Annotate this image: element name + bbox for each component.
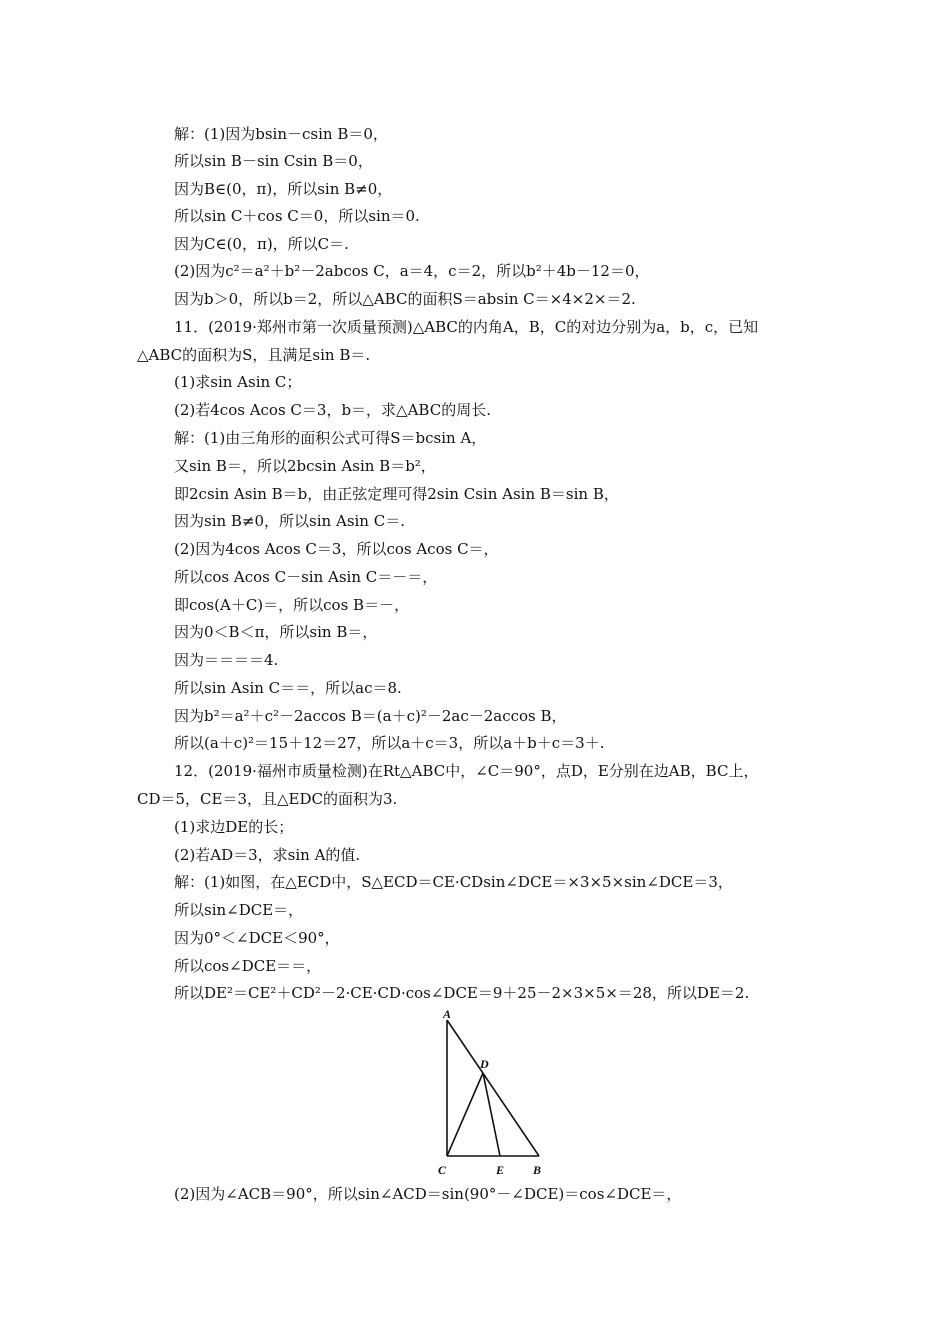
label-D: D — [480, 1057, 489, 1071]
text-line: (1)求边DE的长； — [174, 818, 294, 836]
text-line: △ABC的面积为S，且满足sin B＝. — [137, 346, 371, 364]
label-A: A — [443, 1008, 452, 1021]
text-line: 因为0°＜∠DCE＜90°， — [174, 929, 340, 947]
text-line: (2)若AD＝3，求sin A的值. — [174, 846, 361, 864]
text-line: 解：(1)如图，在△ECD中，S△ECD＝CE·CDsin∠DCE＝×3×5×sin∠DCE＝3， — [174, 873, 733, 891]
text-line: 所以sin B－sin Csin B＝0， — [174, 152, 373, 170]
text-line: 所以sin C＋cos C＝0，所以sin＝0. — [174, 207, 420, 225]
text-line: 解：(1)因为bsin－csin B＝0， — [174, 125, 388, 143]
problem-11-heading: 11．(2019·郑州市第一次质量预测)△ABC的内角A，B，C的对边分别为a，b，c，已知 — [174, 318, 759, 336]
text-line: 因为b＞0，所以b＝2，所以△ABC的面积S＝absin C＝×4×2×＝2. — [174, 290, 636, 308]
label-B: B — [533, 1163, 542, 1177]
text-line: (1)求sin Asin C； — [174, 373, 302, 391]
text-line: 所以sin Asin C＝＝，所以ac＝8. — [174, 679, 402, 697]
text-line: 因为0＜B＜π，所以sin B＝， — [174, 623, 378, 641]
label-C: C — [438, 1163, 447, 1177]
text-line: (2)若4cos Acos C＝3，b＝，求△ABC的周长. — [174, 401, 491, 419]
text-line: (2)因为4cos Acos C＝3，所以cos Acos C＝， — [174, 540, 499, 558]
triangle-figure — [418, 1008, 568, 1183]
text-line: 因为b²＝a²＋c²－2accos B＝(a＋c)²－2ac－2accos B， — [174, 707, 567, 725]
text-line: 即2csin Asin B＝b，由正弦定理可得2sin Csin Asin B＝sin B， — [174, 485, 619, 503]
text-line: 因为sin B≠0，所以sin Asin C＝. — [174, 512, 405, 530]
text-line: 即cos(A＋C)＝，所以cos B＝－， — [174, 596, 410, 614]
text-line: (2)因为c²＝a²＋b²－2abcos C，a＝4，c＝2，所以b²＋4b－12＝0， — [174, 262, 650, 280]
problem-12-heading: 12．(2019·福州市质量检测)在Rt△ABC中，∠C＝90°，点D，E分别在边AB，BC上， — [174, 762, 759, 780]
text-line: 因为C∈(0，π)，所以C＝. — [174, 235, 349, 253]
text-line: 又sin B＝，所以2bcsin Asin B＝b²， — [174, 457, 436, 475]
text-line: 解：(1)由三角形的面积公式可得S＝bcsin A， — [174, 429, 487, 447]
text-line: 因为＝＝＝＝4. — [174, 651, 279, 669]
text-line: (2)因为∠ACB＝90°，所以sin∠ACD＝sin(90°－∠DCE)＝cos∠DCE＝， — [174, 1185, 682, 1203]
text-line: CD＝5，CE＝3，且△EDC的面积为3. — [137, 790, 398, 808]
segment-AB — [447, 1020, 539, 1156]
text-line: 所以cos Acos C－sin Asin C＝－＝， — [174, 568, 438, 586]
text-line: 所以cos∠DCE＝＝， — [174, 957, 322, 975]
text-line: 所以sin∠DCE＝， — [174, 901, 304, 919]
text-line: 所以(a＋c)²＝15＋12＝27，所以a＋c＝3，所以a＋b＋c＝3＋. — [174, 734, 605, 752]
text-line: 所以DE²＝CE²＋CD²－2·CE·CD·cos∠DCE＝9＋25－2×3×5×＝28，所以DE＝2. — [174, 984, 750, 1002]
text-line: 因为B∈(0，π)，所以sin B≠0， — [174, 180, 393, 198]
label-E: E — [496, 1163, 505, 1177]
segment-CD — [447, 1073, 483, 1156]
